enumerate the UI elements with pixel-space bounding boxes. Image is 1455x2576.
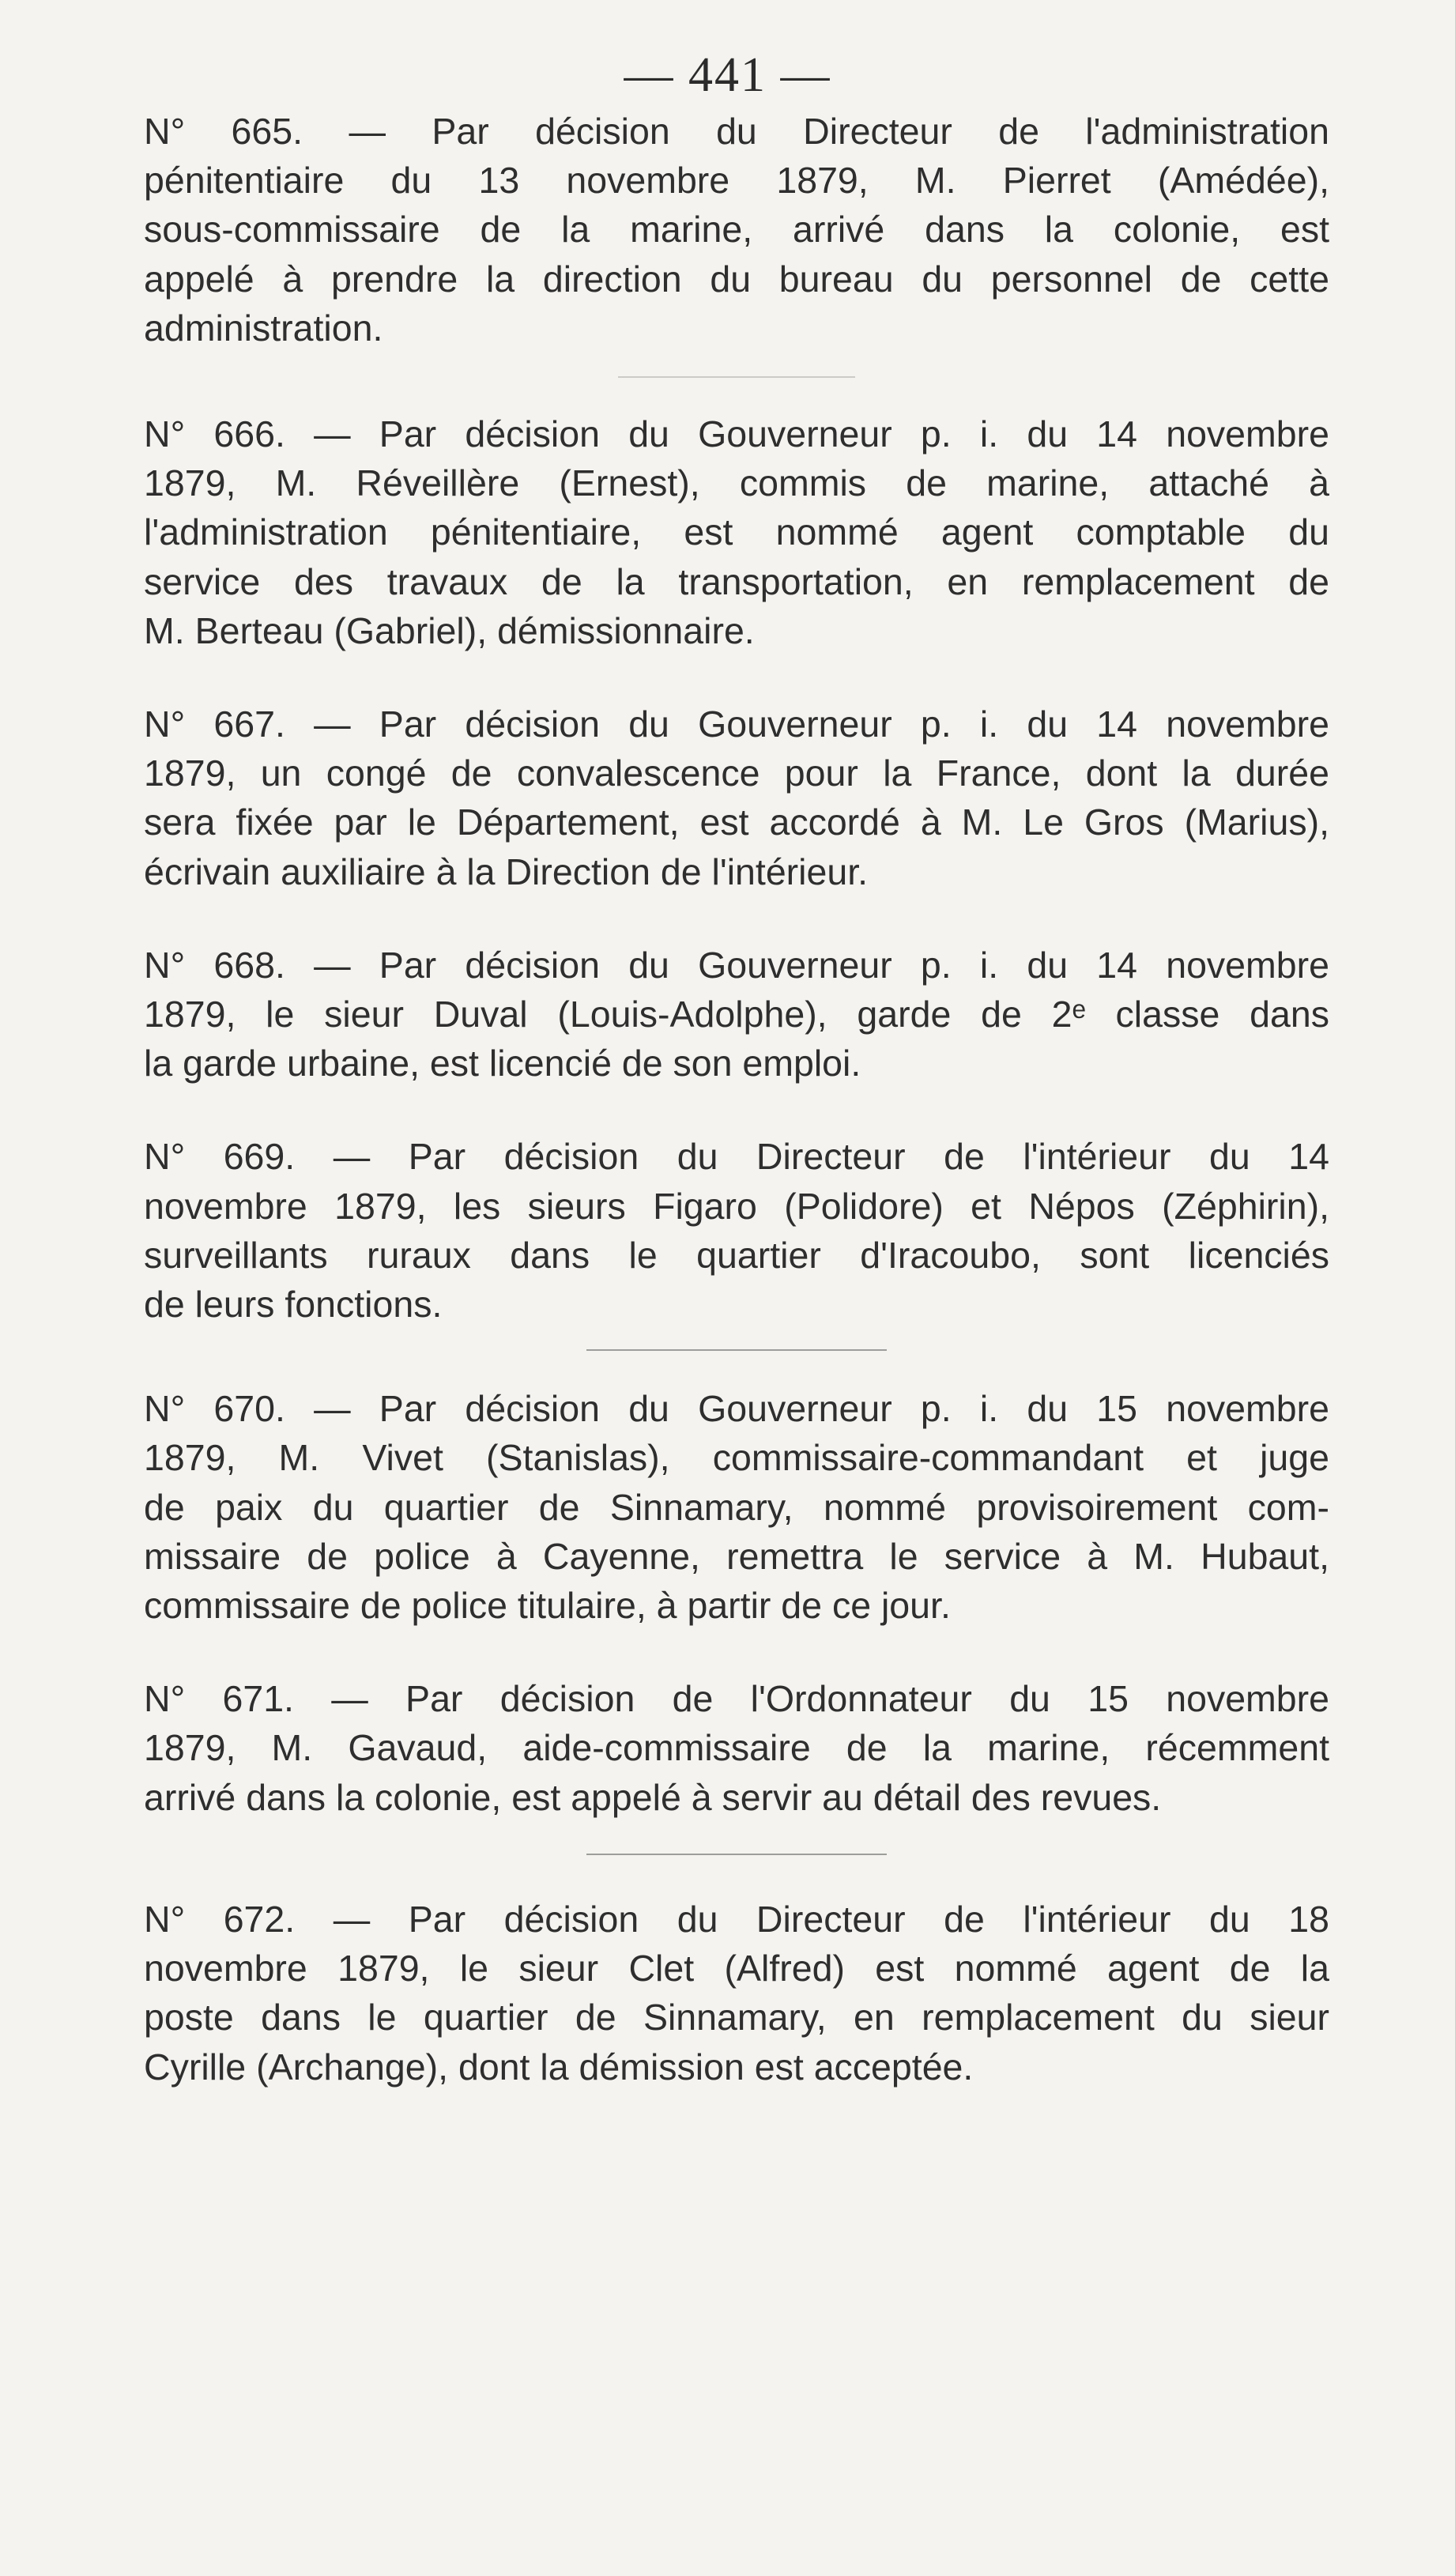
entry-line: 1879, M. Vivet (Stanislas), commissaire-commandant et juge — [144, 1437, 1329, 1479]
entry-668 — [144, 941, 1329, 1088]
entry-line: N° 671. — Par décision de l'Ordonnateur du 15 novembre — [144, 1678, 1329, 1720]
entry-667 — [144, 700, 1329, 896]
entry-line: sous-commissaire de la marine, arrivé dans la colonie, est — [144, 209, 1329, 251]
entry-line: novembre 1879, le sieur Clet (Alfred) est nommé agent de la — [144, 1948, 1329, 1990]
entry-665 — [144, 107, 1329, 353]
entry-line: poste dans le quartier de Sinnamary, en remplacement du sieur — [144, 1997, 1329, 2039]
entry-line: N° 672. — Par décision du Directeur de l'intérieur du 18 — [144, 1898, 1329, 1940]
entry-line: N° 669. — Par décision du Directeur de l'intérieur du 14 — [144, 1136, 1329, 1178]
section-divider — [618, 376, 855, 378]
entry-line: N° 668. — Par décision du Gouverneur p. i. du 14 novembre — [144, 944, 1329, 986]
entry-line: écrivain auxiliaire à la Direction de l'intérieur. — [144, 850, 869, 892]
entry-line: de paix du quartier de Sinnamary, nommé provisoirement com- — [144, 1486, 1329, 1528]
entry-line: surveillants ruraux dans le quartier d'Iracoubo, sont licenciés — [144, 1234, 1329, 1276]
entry-666 — [144, 409, 1329, 655]
entry-line: Cyrille (Archange), dont la démission est acceptée. — [144, 2046, 974, 2088]
entry-line: arrivé dans la colonie, est appelé à servir au détail des revues. — [144, 1776, 1162, 1818]
entry-line: la garde urbaine, est licencié de son emploi. — [144, 1043, 861, 1084]
entry-line: 1879, M. Gavaud, aide-commissaire de la marine, récemment — [144, 1727, 1329, 1769]
entry-line: 1879, le sieur Duval (Louis-Adolphe), garde de 2ᵉ classe dans — [144, 994, 1329, 1035]
entry-672 — [144, 1895, 1329, 2091]
entry-line: novembre 1879, les sieurs Figaro (Polidore) et Népos (Zéphirin), — [144, 1185, 1329, 1227]
entry-line: N° 667. — Par décision du Gouverneur p. i. du 14 novembre — [144, 703, 1329, 745]
entry-line: l'administration pénitentiaire, est nommé agent comptable du — [144, 511, 1329, 553]
entry-669 — [144, 1132, 1329, 1329]
section-divider — [586, 1349, 887, 1351]
entry-line: sera fixée par le Département, est accordé à M. Le Gros (Marius), — [144, 801, 1329, 843]
entry-line: 1879, un congé de convalescence pour la France, dont la durée — [144, 752, 1329, 794]
entry-line: M. Berteau (Gabriel), démissionnaire. — [144, 609, 755, 651]
entry-line: 1879, M. Réveillère (Ernest), commis de marine, attaché à — [144, 462, 1329, 504]
entry-line: commissaire de police titulaire, à partir de ce jour. — [144, 1585, 951, 1627]
entry-line: pénitentiaire du 13 novembre 1879, M. Pierret (Amédée), — [144, 160, 1329, 202]
entry-line: N° 670. — Par décision du Gouverneur p. i. du 15 novembre — [144, 1388, 1329, 1430]
entry-line: N° 665. — Par décision du Directeur de l'administration — [144, 111, 1329, 152]
text-column — [144, 107, 1329, 2091]
entry-671 — [144, 1674, 1329, 1822]
entry-line: missaire de police à Cayenne, remettra le service à M. Hubaut, — [144, 1535, 1329, 1577]
entry-line: administration. — [144, 307, 383, 349]
page-number: — 441 — — [624, 48, 831, 102]
section-divider — [586, 1854, 887, 1855]
entry-line: N° 666. — Par décision du Gouverneur p. i. du 14 novembre — [144, 413, 1329, 455]
entry-line: appelé à prendre la direction du bureau du personnel de cette — [144, 258, 1329, 300]
entry-670 — [144, 1384, 1329, 1630]
entry-line: service des travaux de la transportation, en remplacement de — [144, 560, 1329, 602]
entry-line: de leurs fonctions. — [144, 1284, 443, 1326]
